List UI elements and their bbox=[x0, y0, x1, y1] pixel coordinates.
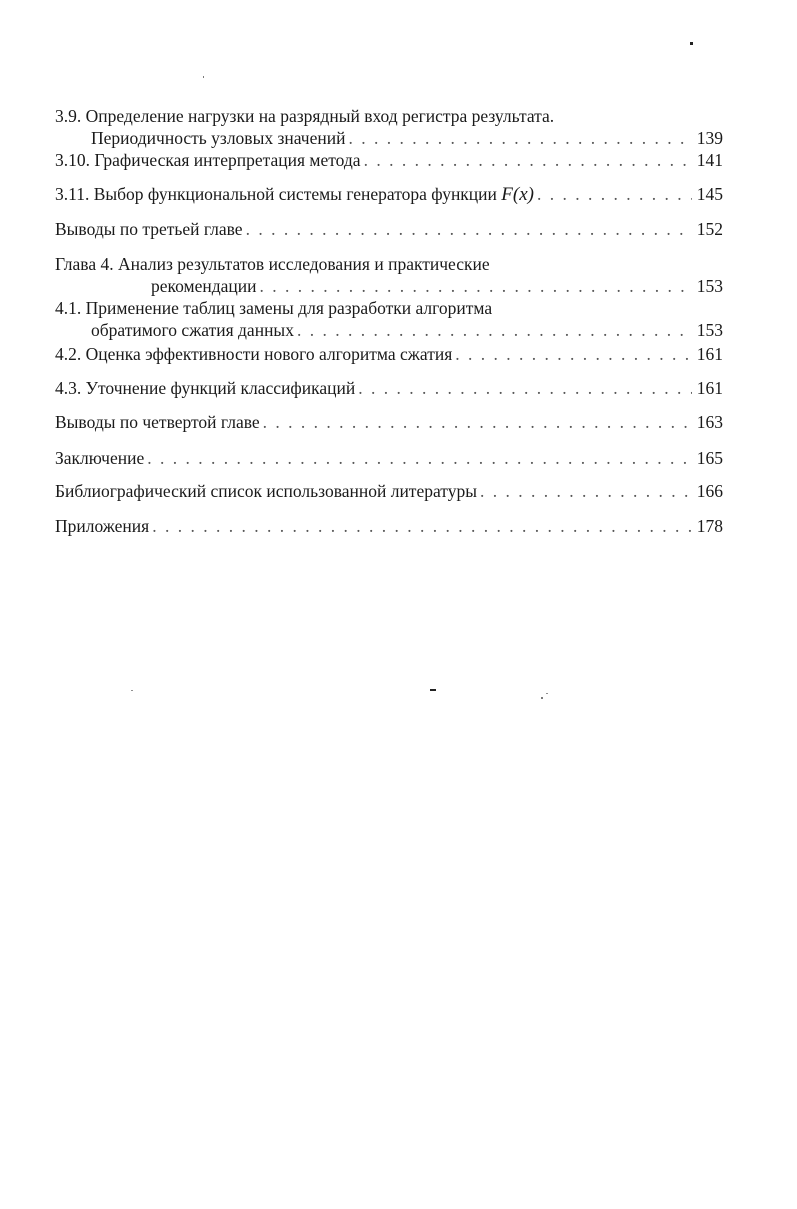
formula-fx: F(x) bbox=[501, 184, 534, 205]
toc-entry-line bbox=[55, 447, 723, 469]
scan-speck bbox=[131, 690, 133, 691]
dot-leader bbox=[348, 127, 692, 149]
toc-page-number: 178 bbox=[696, 516, 723, 536]
toc-entry-title-line bbox=[55, 183, 534, 206]
toc-entry-title-line: Библиографический список использованной литературы bbox=[55, 481, 477, 501]
toc-entry-3-11[interactable] bbox=[55, 183, 723, 205]
toc-entry-4-1[interactable] bbox=[55, 297, 723, 341]
toc-page-number: 161 bbox=[696, 378, 723, 398]
toc-entry-line bbox=[55, 319, 723, 341]
dot-leader bbox=[260, 275, 692, 297]
dot-leader bbox=[246, 218, 692, 240]
scan-speck bbox=[203, 76, 204, 78]
toc-entry-chapter-4[interactable] bbox=[55, 253, 723, 297]
toc-entry-title-line: Выводы по четвертой главе bbox=[55, 412, 260, 432]
toc-entry-title-line: Заключение bbox=[55, 448, 145, 468]
toc-page-number: 161 bbox=[696, 344, 723, 364]
scan-speck bbox=[541, 697, 543, 699]
toc-entry-line bbox=[55, 275, 723, 297]
dot-leader bbox=[455, 343, 692, 365]
toc-page-number: 152 bbox=[696, 219, 723, 239]
toc-page-number: 165 bbox=[696, 448, 723, 468]
toc-entry-line bbox=[55, 183, 723, 205]
dot-leader bbox=[152, 515, 692, 537]
toc-entry-3-10[interactable] bbox=[55, 149, 723, 171]
dot-leader bbox=[480, 480, 692, 502]
dot-leader bbox=[358, 377, 692, 399]
toc-entry-title-line: 3.9. Определение нагрузки на разрядный вход регистра результата. bbox=[55, 106, 555, 126]
toc-entry-title-line: 4.1. Применение таблиц замены для разработки алгоритма bbox=[55, 298, 493, 318]
toc-entry-title-text: 3.11. Выбор функциональной системы генератора функции bbox=[55, 184, 497, 204]
toc-entry-4-3[interactable] bbox=[55, 377, 723, 399]
toc-entry-title-line: обратимого сжатия данных bbox=[91, 320, 294, 340]
scan-speck bbox=[546, 693, 548, 694]
toc-entry-title-line: Выводы по третьей главе bbox=[55, 219, 243, 239]
toc-entry-title-line: 3.10. Графическая интерпретация метода bbox=[55, 150, 361, 170]
toc-page-number: 163 bbox=[696, 412, 723, 432]
dot-leader bbox=[297, 319, 692, 341]
dot-leader bbox=[263, 411, 692, 433]
toc-entry-line bbox=[55, 411, 723, 433]
toc-entry-line bbox=[55, 515, 723, 537]
toc-entry-4-2[interactable] bbox=[55, 343, 723, 365]
scan-speck bbox=[430, 689, 436, 691]
toc-page-number: 139 bbox=[696, 128, 723, 148]
toc-page-number: 141 bbox=[696, 150, 723, 170]
toc-entry-title-line: 4.2. Оценка эффективности нового алгоритма сжатия bbox=[55, 344, 453, 364]
toc-entry-bibliography[interactable] bbox=[55, 480, 723, 502]
toc-entry-title-line: Приложения bbox=[55, 516, 150, 536]
toc-entry-3-9[interactable] bbox=[55, 105, 723, 149]
dot-leader bbox=[147, 447, 692, 469]
toc-entry-line bbox=[55, 377, 723, 399]
toc-page-number: 166 bbox=[696, 481, 723, 501]
toc-entry-title-line: Периодичность узловых значений bbox=[91, 128, 346, 148]
toc-entry-line bbox=[55, 149, 723, 171]
toc-entry-conclusions-chapter-4[interactable] bbox=[55, 411, 723, 433]
toc-entry-line bbox=[55, 343, 723, 365]
toc-entry-line bbox=[55, 127, 723, 149]
toc-entry-conclusion[interactable] bbox=[55, 447, 723, 469]
toc-entry-title-line: Глава 4. Анализ результатов исследования и практические bbox=[55, 254, 490, 274]
scan-speck bbox=[690, 42, 693, 45]
toc-entry-title-line: рекомендации bbox=[151, 276, 257, 296]
dot-leader bbox=[537, 183, 692, 205]
toc-page-number: 153 bbox=[696, 320, 723, 340]
toc-page-number: 145 bbox=[696, 184, 723, 204]
toc-entry-appendices[interactable] bbox=[55, 515, 723, 537]
toc-entry-line bbox=[55, 218, 723, 240]
toc-entry-title-line: 4.3. Уточнение функций классификаций bbox=[55, 378, 356, 398]
dot-leader bbox=[364, 149, 692, 171]
toc-entry-conclusions-chapter-3[interactable] bbox=[55, 218, 723, 240]
toc-page-number: 153 bbox=[696, 276, 723, 296]
toc-entry-line bbox=[55, 480, 723, 502]
